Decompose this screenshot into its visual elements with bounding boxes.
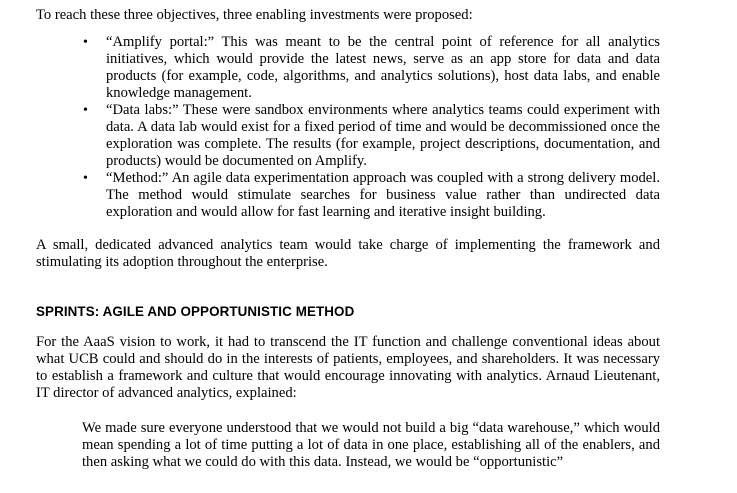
- block-quote: We made sure everyone understood that we would not build a big “data warehouse,” which would mean spending a lot of time putting a lot of data in one place, establishing all of the enablers, and then asking what we could do with this data. Instead, we would be “opportunistic”: [82, 420, 660, 470]
- list-item: [83, 102, 660, 170]
- section-heading: SPRINTS: AGILE AND OPPORTUNISTIC METHOD: [36, 304, 355, 319]
- list-item-text: “Amplify portal:” This was meant to be the central point of reference for all analytics initiatives, which would provide the latest news, serve as an app store for data and data products (for example, code, algorithms, and analytics solutions), host data labs, and enable knowledge management.: [106, 34, 660, 101]
- investment-list: [36, 34, 660, 221]
- list-item-text: “Data labs:” These were sandbox environments where analytics teams could experiment with data. A data lab would exist for a fixed period of time and would be decommissioned once the exploration was complete. The results (for example, project descriptions, documentation, and products) would be documented on Amplify.: [106, 102, 660, 169]
- intro-paragraph: To reach these three objectives, three enabling investments were proposed:: [36, 7, 473, 23]
- closing-paragraph: A small, dedicated advanced analytics team would take charge of implementing the framework and stimulating its adoption throughout the enterprise.: [36, 237, 660, 270]
- bullet-icon: •: [83, 35, 88, 50]
- bullet-icon: •: [83, 171, 88, 186]
- section-paragraph: For the AaaS vision to work, it had to transcend the IT function and challenge conventional ideas about what UCB could and should do in the interests of patients, employees, and shareholders. It was necessary to establish a framework and culture that would encourage innovating with analytics. Arnaud Lieutenant, IT director of advanced analytics, explained:: [36, 334, 660, 401]
- bullet-icon: •: [83, 103, 88, 118]
- page-content: [36, 7, 660, 471]
- list-item-text: “Method:” An agile data experimentation approach was coupled with a strong delivery model. The method would stimulate searches for business value rather than undirected data exploration and would allow for fast learning and iterative insight building.: [106, 170, 660, 220]
- list-item: [83, 34, 660, 102]
- list-item: [83, 170, 660, 221]
